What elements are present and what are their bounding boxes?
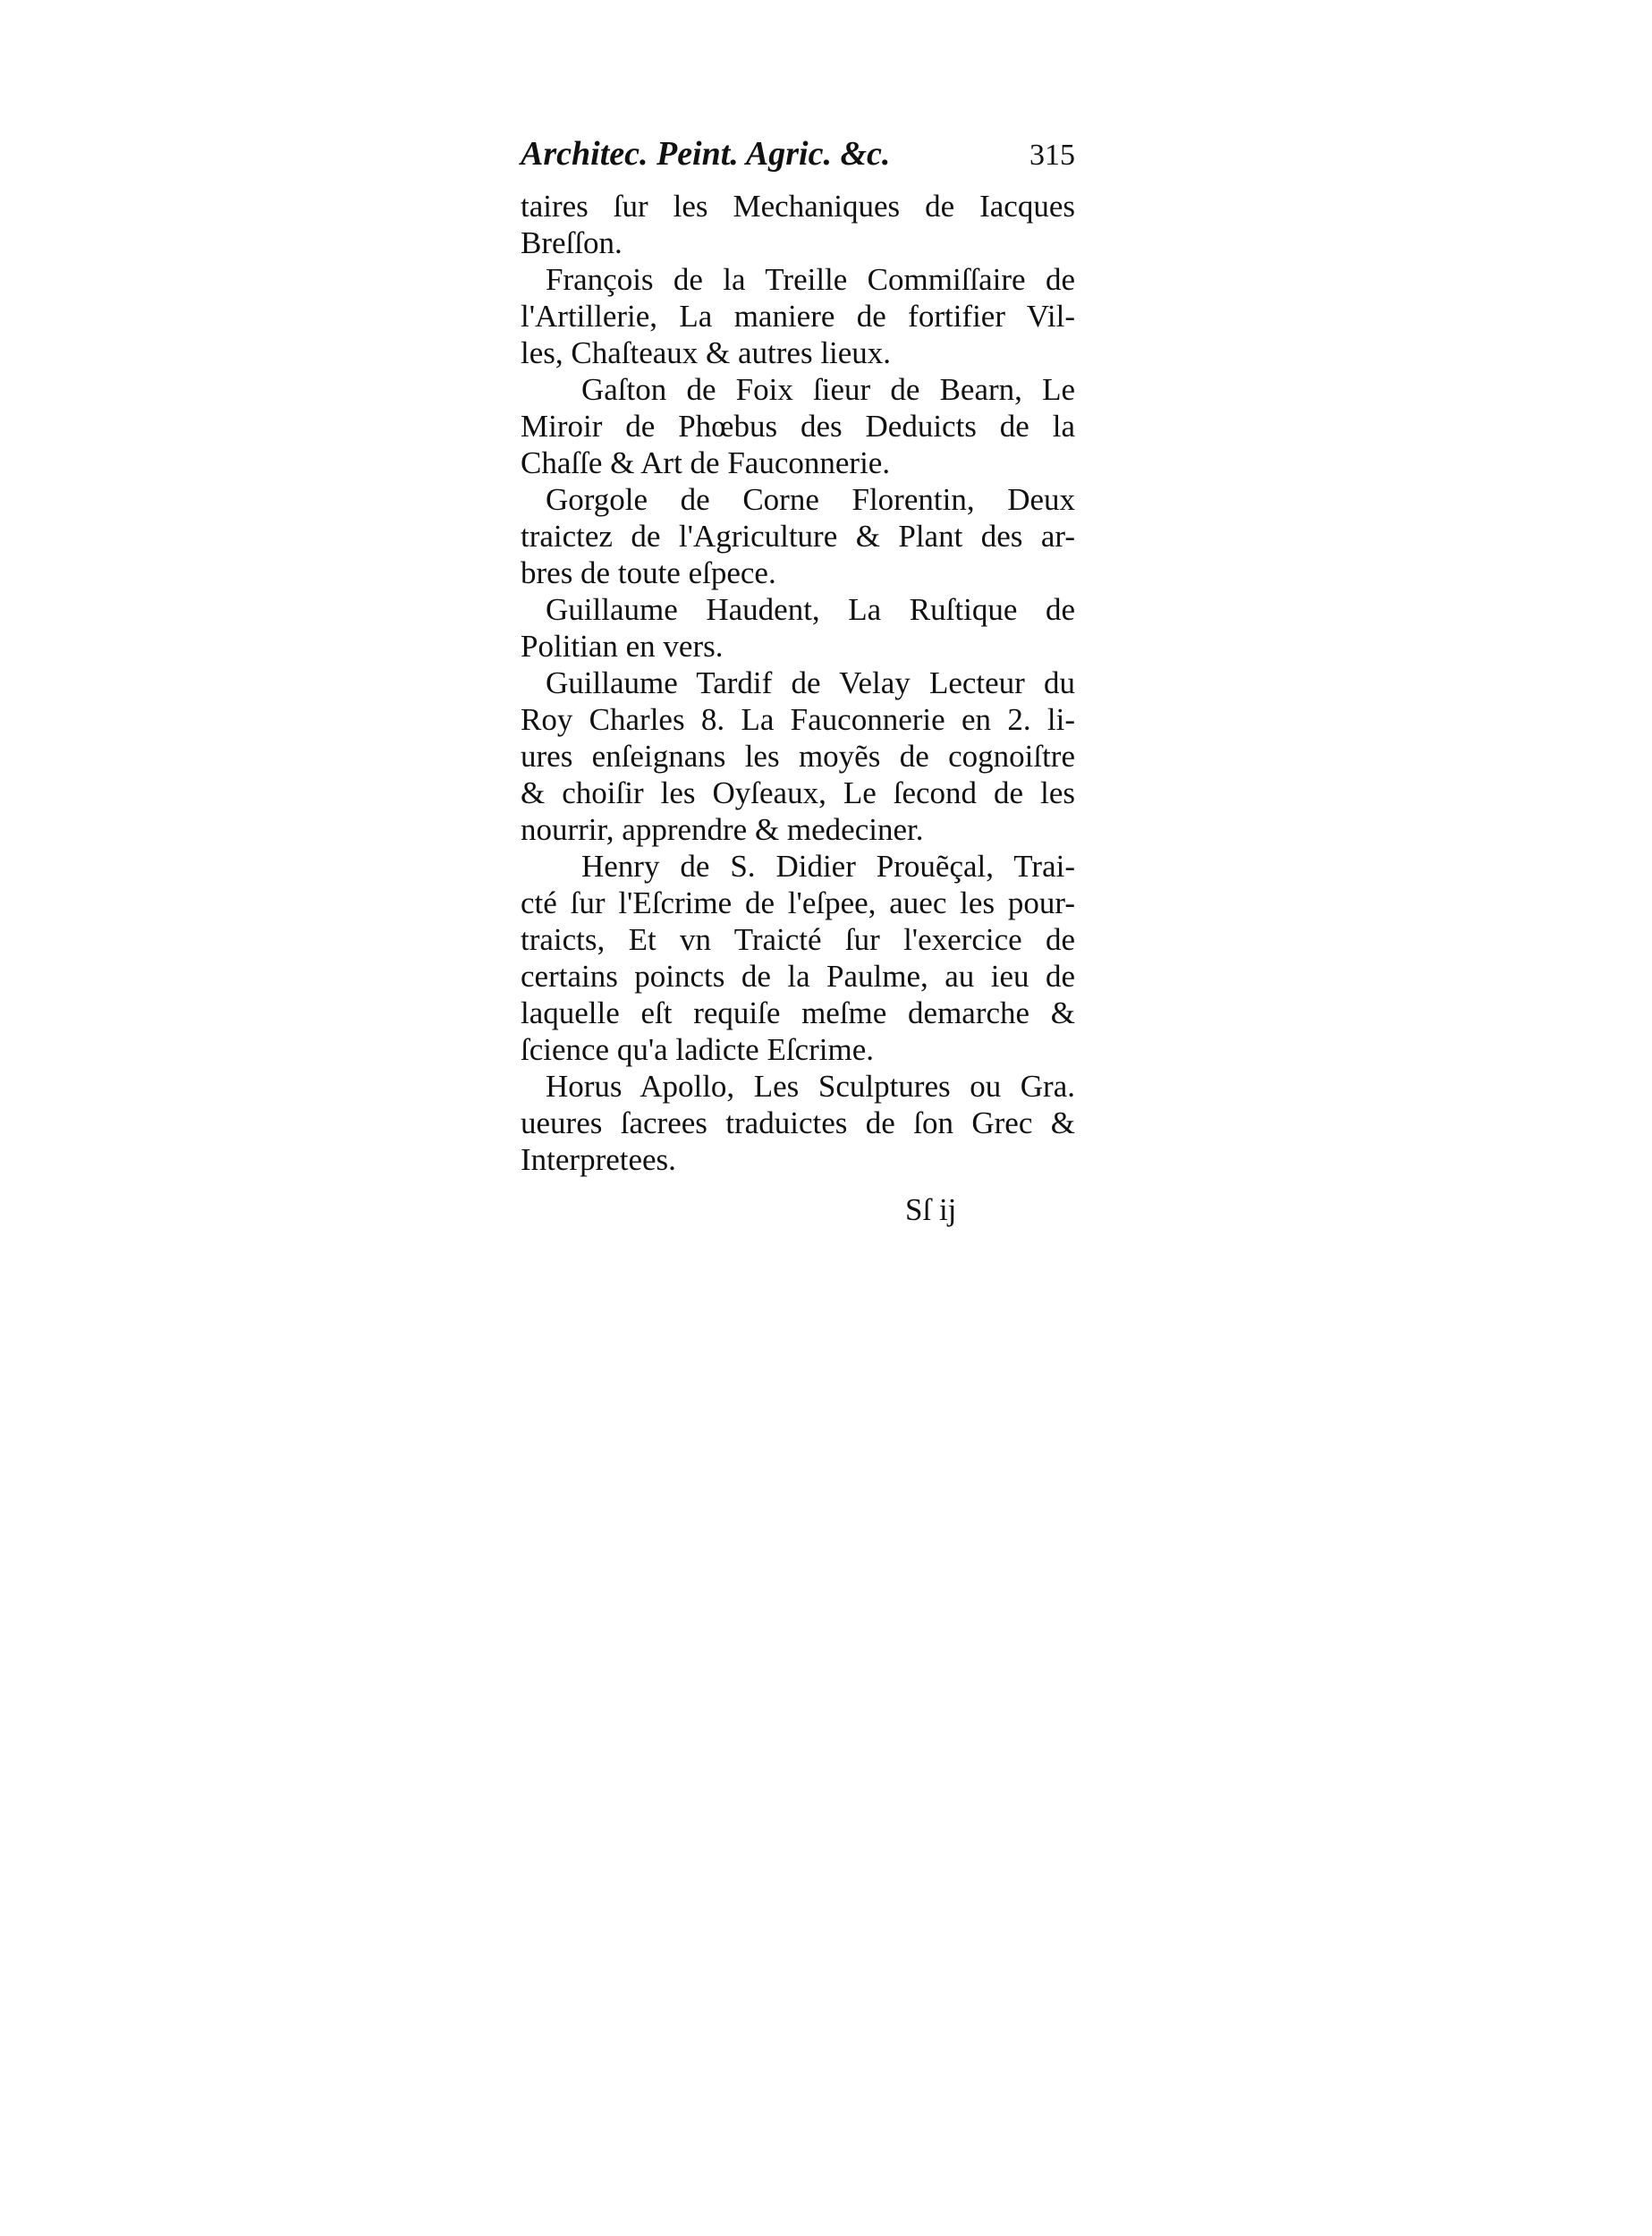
entry-first-line: Guillaume Tardif de Velay Lecteur du: [546, 665, 1075, 700]
text-line: Roy Charles 8. La Fauconnerie en 2. li-: [521, 702, 1075, 737]
text-line: Interpretees.: [521, 1142, 676, 1177]
page-number: 315: [1029, 139, 1075, 172]
text-line: Politian en vers.: [521, 629, 724, 664]
entry-first-line: François de la Treille Commiſſaire de: [546, 262, 1075, 297]
running-head-title: Architec. Peint. Agric. &c.: [521, 135, 891, 173]
text-line: bres de toute eſpece.: [521, 555, 776, 590]
text-line: Chaſſe & Art de Fauconnerie.: [521, 445, 891, 480]
text-line: nourrir, apprendre & medeciner.: [521, 812, 924, 847]
text-line: certains poincts de la Paulme, au ieu de: [521, 959, 1075, 994]
text-line: ures enſeignans les moyẽs de cognoiſtre: [521, 739, 1075, 774]
text-column: [521, 134, 1075, 1237]
text-line: les, Chaſteaux & autres lieux.: [521, 335, 892, 370]
text-line: Breſſon.: [521, 225, 623, 260]
text-line: traictez de l'Agriculture & Plant des ar-: [521, 519, 1075, 554]
entry-first-line: Horus Apollo, Les Sculptures ou Gra.: [546, 1069, 1075, 1104]
text-line: taires ſur les Mechaniques de Iacques: [521, 189, 1075, 224]
text-line: cté ſur l'Eſcrime de l'eſpee, auec les pour-: [521, 885, 1075, 920]
entry-first-line: Gorgole de Corne Florentin, Deux: [546, 482, 1075, 517]
text-line: ſcience qu'a ladicte Eſcrime.: [521, 1032, 874, 1067]
text-line: traicts, Et vn Traicté ſur l'exercice de: [521, 922, 1075, 957]
text-line: l'Artillerie, La maniere de fortifier Vil-: [521, 299, 1075, 334]
signature-mark: Sſ ij: [905, 1192, 957, 1227]
entry-first-line: Guillaume Haudent, La Ruſtique de: [546, 592, 1075, 627]
text-line: laquelle eſt requiſe meſme demarche &: [521, 995, 1075, 1030]
running-head: [521, 134, 1075, 188]
entry-first-line: Henry de S. Didier Prouẽçal, Trai-: [581, 849, 1075, 884]
text-line: & choiſir les Oyſeaux, Le ſecond de les: [521, 775, 1075, 810]
text-line: Miroir de Phœbus des Deduicts de la: [521, 409, 1075, 444]
entry-first-line: Gaſton de Foix ſieur de Bearn, Le: [581, 372, 1075, 407]
text-line: ueures ſacrees traduictes de ſon Grec &: [521, 1105, 1075, 1140]
